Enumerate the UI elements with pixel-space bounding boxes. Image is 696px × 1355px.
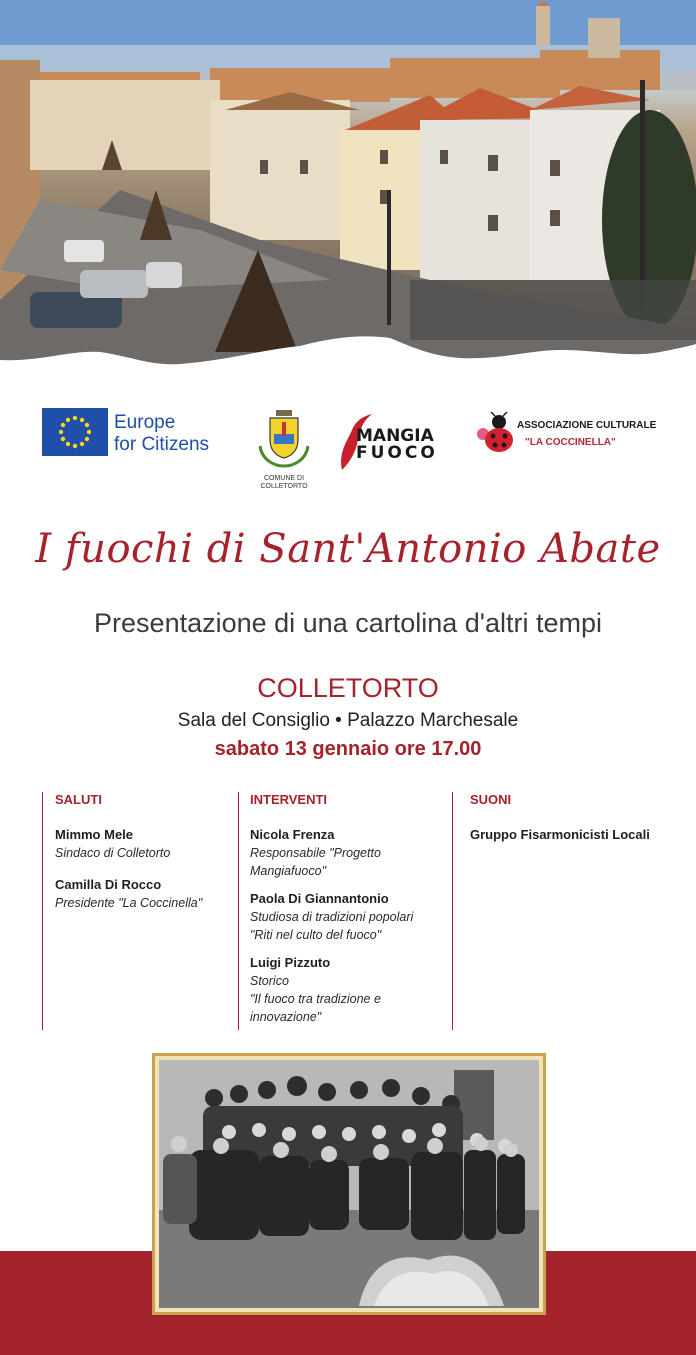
speaker-role-line-2: "Riti nel culto del fuoco": [250, 928, 382, 942]
speaker-role: Sindaco di Colletorto: [55, 846, 171, 860]
interventi-heading: INTERVENTI: [250, 792, 328, 807]
mangia-line-2: FUOCO: [356, 443, 438, 463]
associazione-line-2: "LA COCCINELLA": [525, 437, 616, 448]
speaker-name: Nicola Frenza: [250, 827, 335, 842]
partner-logos: [0, 400, 696, 500]
event-venue: Sala del Consiglio • Palazzo Marchesale: [177, 710, 519, 731]
coccinella-logo: [475, 412, 675, 462]
speaker-entry: [250, 826, 452, 880]
event-subtitle: Presentazione di una cartolina d'altri tempi: [94, 608, 602, 638]
speaker-role-line-2: "Il fuoco tra tradizione e: [250, 992, 381, 1006]
eu-line-1: Europe: [114, 412, 176, 433]
speaker-role-line-1: Storico: [250, 974, 289, 988]
hero-photo-village: [0, 0, 696, 380]
vintage-photo-frame: [152, 1053, 546, 1315]
event-date: sabato 13 gennaio ore 17.00: [214, 738, 482, 760]
saluti-heading: SALUTI: [55, 792, 102, 807]
performer-name: Gruppo Fisarmonicisti Locali: [470, 827, 650, 842]
suoni-heading: SUONI: [470, 792, 512, 807]
speaker-role-line-1: Studiosa di tradizioni popolari: [250, 910, 414, 924]
coat-of-arms-icon: [252, 406, 316, 468]
eu-line-2: for Citizens: [114, 434, 210, 455]
mangiafuoco-logo: [338, 412, 438, 472]
mangia-line-1: MANGIA: [356, 426, 434, 446]
comune-logo: [252, 406, 316, 498]
associazione-line-1: ASSOCIAZIONE CULTURALE: [517, 420, 657, 431]
eu-flag-icon: [42, 408, 108, 456]
speaker-entry: [55, 876, 238, 912]
speaker-role-line-1: Responsabile "Progetto: [250, 846, 381, 860]
speaker-entry: [250, 890, 452, 944]
speaker-name: Camilla Di Rocco: [55, 877, 162, 892]
speaker-entry: [55, 826, 238, 862]
vintage-group-photo: [159, 1060, 539, 1308]
speaker-name: Luigi Pizzuto: [250, 955, 331, 970]
event-title: I fuochi di Sant'Antonio Abate: [35, 526, 661, 572]
group-photo-illustration: [159, 1060, 539, 1308]
speaker-entry: [250, 954, 452, 1026]
village-street-illustration: [0, 0, 696, 380]
speaker-name: Mimmo Mele: [55, 827, 134, 842]
program-column-suoni: [452, 792, 682, 1030]
program-column-saluti: [42, 792, 238, 1030]
speaker-role: Presidente "La Coccinella": [55, 896, 203, 910]
speaker-name: Paola Di Giannantonio: [250, 891, 389, 906]
speaker-role-line-3: innovazione": [250, 1010, 322, 1024]
ladybug-icon: [475, 412, 515, 456]
performer-entry: [470, 826, 682, 844]
program-column-interventi: [238, 792, 452, 1030]
event-city: COLLETORTO: [257, 673, 439, 703]
eu-program-name: [114, 412, 209, 456]
comune-line-1: COMUNE DI: [263, 475, 305, 482]
comune-line-2: COLLETORTO: [260, 483, 308, 490]
speaker-role-line-2: Mangiafuoco": [250, 864, 327, 878]
